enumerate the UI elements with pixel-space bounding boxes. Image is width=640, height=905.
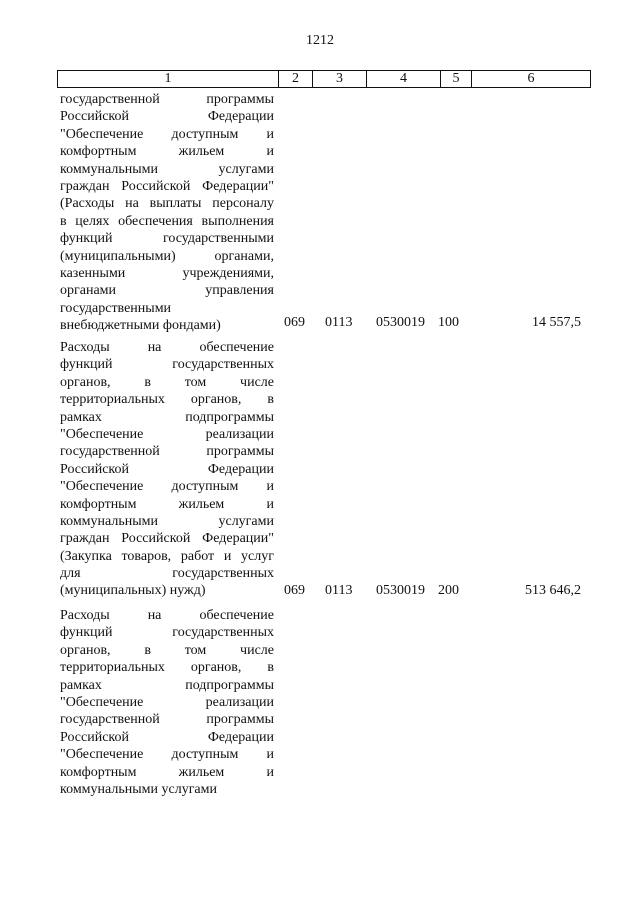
column-header-row <box>57 70 591 88</box>
row-1-amount: 14 557,5 <box>532 315 581 330</box>
column-header-1: 1 <box>58 71 279 88</box>
row-1-code-section: 0113 <box>325 315 353 330</box>
text-line: в целях обеспечения выполнения <box>60 213 274 229</box>
text-line: коммунальными услугами <box>60 513 274 529</box>
text-line: для государственных <box>60 566 274 582</box>
text-line: (муниципальными) органами, <box>60 248 274 264</box>
text-line: комфортным жильем и <box>60 144 274 160</box>
page-number: 1212 <box>306 33 334 48</box>
text-line: комфортным жильем и <box>60 764 274 780</box>
text-line: Расходы на обеспечение <box>60 608 274 623</box>
text-line: Российской Федерации <box>60 461 274 477</box>
column-header-3: 3 <box>313 71 367 88</box>
text-line: граждан Российской Федерации" <box>60 178 274 194</box>
text-line: органов, в том числе <box>60 374 274 390</box>
text-line: функций государственными <box>60 231 274 247</box>
text-line: "Обеспечение доступным и <box>60 747 274 763</box>
text-line: "Обеспечение доступным и <box>60 126 274 142</box>
text-line: рамках подпрограммы <box>60 677 274 693</box>
text-line: коммунальными услугами <box>60 781 218 797</box>
row-2-code-target: 0530019 <box>376 583 425 598</box>
text-line: (муниципальных) нужд) <box>60 583 206 599</box>
text-line: Российской Федерации <box>60 729 274 745</box>
row-2-code-ministry: 069 <box>284 583 305 598</box>
text-line: рамках подпрограммы <box>60 409 274 425</box>
text-line: "Обеспечение реализации <box>60 426 274 442</box>
row-2-code-type: 200 <box>438 583 459 598</box>
text-line: государственной программы <box>60 92 274 107</box>
row-2-amount: 513 646,2 <box>525 583 581 598</box>
text-line: граждан Российской Федерации" <box>60 531 274 547</box>
row-1-code-ministry: 069 <box>284 315 305 330</box>
text-line: (Закупка товаров, работ и услуг <box>60 548 274 564</box>
text-line: комфортным жильем и <box>60 496 274 512</box>
text-line: территориальных органов, в <box>60 660 274 676</box>
text-line: (Расходы на выплаты персоналу <box>60 196 274 212</box>
text-line: государственной программы <box>60 712 274 728</box>
text-line: функций государственных <box>60 625 274 641</box>
text-line: коммунальными услугами <box>60 161 274 177</box>
row-2-code-section: 0113 <box>325 583 353 598</box>
column-header-6: 6 <box>472 71 591 88</box>
column-header-2: 2 <box>279 71 313 88</box>
text-line: "Обеспечение доступным и <box>60 479 274 495</box>
column-header-4: 4 <box>367 71 441 88</box>
row-3-description <box>60 607 274 798</box>
column-header-5: 5 <box>441 71 472 88</box>
row-1-code-type: 100 <box>438 315 459 330</box>
text-line: территориальных органов, в <box>60 392 274 408</box>
text-line: государственной программы <box>60 444 274 460</box>
text-line: казенными учреждениями, <box>60 265 274 281</box>
text-line: органами управления <box>60 283 274 299</box>
text-line: внебюджетными фондами) <box>60 318 221 334</box>
row-2-description <box>60 339 274 600</box>
row-1-description <box>60 91 274 334</box>
text-line: функций государственных <box>60 357 274 373</box>
row-1-code-target: 0530019 <box>376 315 425 330</box>
text-line: государственными <box>60 300 172 316</box>
text-line: Расходы на обеспечение <box>60 340 274 355</box>
text-line: Российской Федерации <box>60 109 274 125</box>
text-line: "Обеспечение реализации <box>60 694 274 710</box>
text-line: органов, в том числе <box>60 642 274 658</box>
